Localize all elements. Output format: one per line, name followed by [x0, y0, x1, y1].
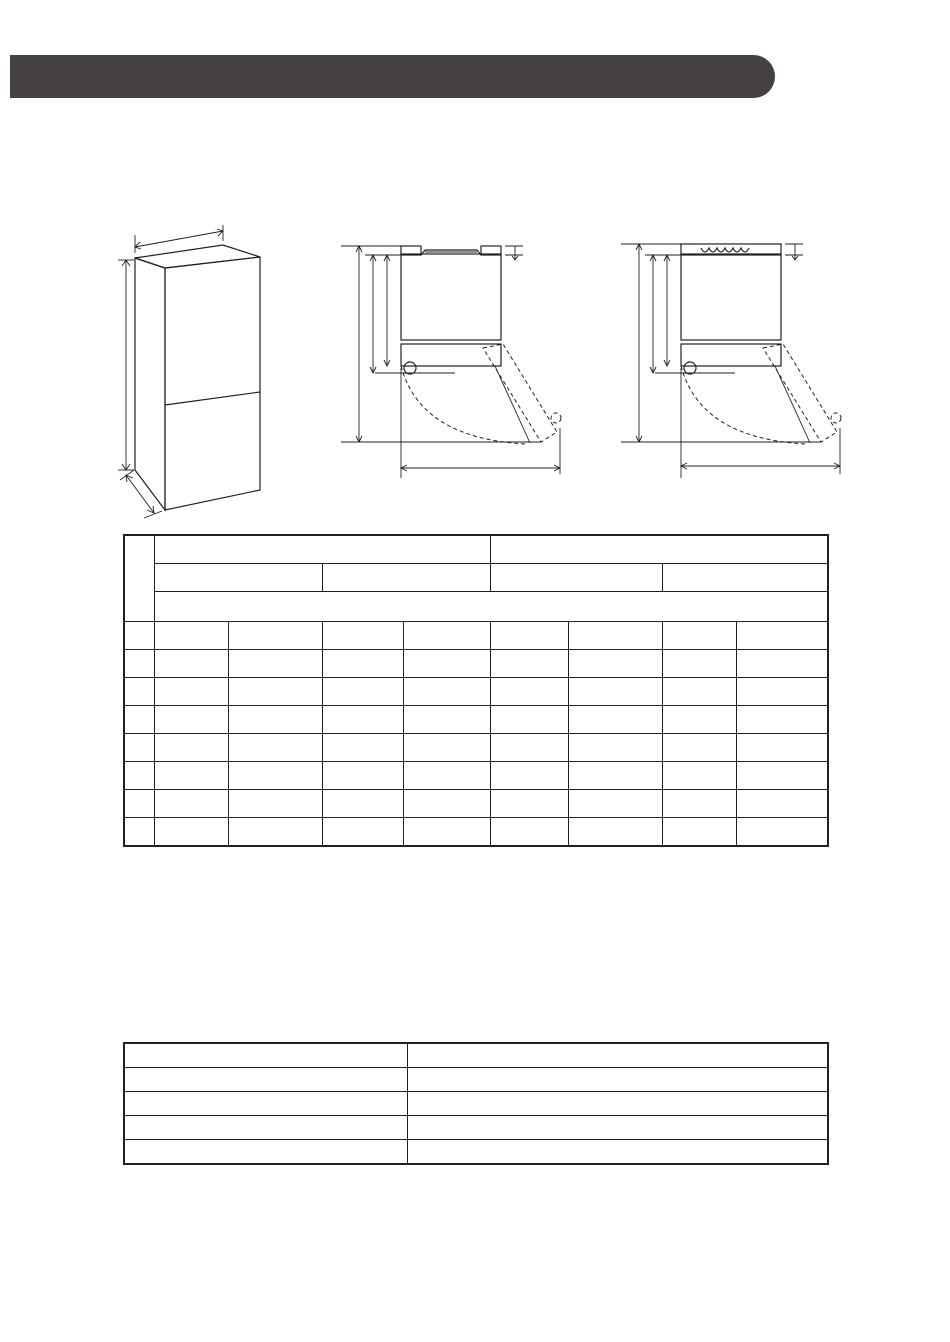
table-cell: [568, 650, 662, 678]
table-cell: [490, 734, 568, 762]
door-opening-diagram-a: [335, 238, 570, 478]
table-row: [124, 734, 828, 762]
table-cell: [662, 622, 736, 650]
table-cell: [154, 706, 228, 734]
door-opening-diagram-b: [615, 238, 850, 478]
table-cell: [736, 818, 828, 847]
table-cell: [736, 622, 828, 650]
table-row: [124, 1043, 828, 1068]
fridge-perspective-diagram: [110, 225, 270, 520]
table-row: [124, 1092, 828, 1116]
spec-value: [408, 1140, 829, 1165]
table-row: [124, 790, 828, 818]
table-cell: [662, 706, 736, 734]
spec-label: [124, 1116, 408, 1140]
sub-header: [154, 564, 322, 592]
table-row: [124, 1140, 828, 1165]
table-cell: [228, 734, 322, 762]
table-cell: [154, 818, 228, 847]
table-cell: [662, 790, 736, 818]
table-row: [124, 706, 828, 734]
table-cell: [568, 790, 662, 818]
spec-label: [124, 1140, 408, 1165]
table-cell: [568, 706, 662, 734]
table-cell: [322, 678, 403, 706]
sub-header: [322, 564, 490, 592]
table-cell: [568, 762, 662, 790]
table-corner-cell: [124, 535, 154, 622]
table-row: [124, 650, 828, 678]
spec-label: [124, 1092, 408, 1116]
table-cell: [490, 622, 568, 650]
table-cell: [403, 678, 490, 706]
table-cell: [322, 762, 403, 790]
table-cell: [662, 678, 736, 706]
table-cell: [490, 762, 568, 790]
table-cell: [568, 622, 662, 650]
table-cell: [403, 790, 490, 818]
table-row: [124, 1068, 828, 1092]
table-cell: [228, 678, 322, 706]
group-header: [154, 535, 490, 564]
table-cell: [568, 678, 662, 706]
spec-label: [124, 1068, 408, 1092]
unit-row: [154, 592, 828, 622]
spec-value: [408, 1116, 829, 1140]
row-label: [124, 622, 154, 650]
table-cell: [736, 790, 828, 818]
table-cell: [228, 790, 322, 818]
table-cell: [322, 650, 403, 678]
table-cell: [662, 762, 736, 790]
table-cell: [490, 790, 568, 818]
table-cell: [322, 622, 403, 650]
table-cell: [322, 790, 403, 818]
table-cell: [736, 678, 828, 706]
table-cell: [403, 706, 490, 734]
table-cell: [228, 622, 322, 650]
table-cell: [490, 706, 568, 734]
table-row: [124, 818, 828, 847]
table-row: [124, 678, 828, 706]
table-cell: [154, 790, 228, 818]
row-label: [124, 650, 154, 678]
table-cell: [403, 762, 490, 790]
table-cell: [662, 650, 736, 678]
table-cell: [490, 678, 568, 706]
table-row: [124, 1116, 828, 1140]
table-cell: [403, 650, 490, 678]
table-cell: [736, 650, 828, 678]
section-header-bar: [10, 55, 775, 98]
table-cell: [154, 622, 228, 650]
table-cell: [568, 818, 662, 847]
table-cell: [403, 818, 490, 847]
table-cell: [322, 734, 403, 762]
table-cell: [154, 678, 228, 706]
spec-label: [124, 1043, 408, 1068]
row-label: [124, 762, 154, 790]
table-cell: [403, 734, 490, 762]
table-cell: [662, 818, 736, 847]
row-label: [124, 818, 154, 847]
table-cell: [154, 650, 228, 678]
table-cell: [736, 762, 828, 790]
spec-value: [408, 1092, 829, 1116]
table-cell: [490, 650, 568, 678]
table-row: [124, 622, 828, 650]
table-cell: [228, 762, 322, 790]
row-label: [124, 678, 154, 706]
table-cell: [736, 706, 828, 734]
table-cell: [736, 734, 828, 762]
sub-header: [490, 564, 662, 592]
row-label: [124, 706, 154, 734]
table-cell: [322, 706, 403, 734]
dimension-table: [123, 534, 829, 847]
table-cell: [228, 818, 322, 847]
row-label: [124, 734, 154, 762]
table-cell: [403, 622, 490, 650]
table-cell: [154, 762, 228, 790]
spec-table: [123, 1042, 829, 1165]
table-cell: [228, 706, 322, 734]
sub-header: [662, 564, 828, 592]
row-label: [124, 790, 154, 818]
table-cell: [322, 818, 403, 847]
spec-value: [408, 1043, 829, 1068]
table-cell: [662, 734, 736, 762]
table-cell: [490, 818, 568, 847]
spec-value: [408, 1068, 829, 1092]
table-row: [124, 762, 828, 790]
table-cell: [228, 650, 322, 678]
group-header: [490, 535, 828, 564]
table-cell: [568, 734, 662, 762]
table-cell: [154, 734, 228, 762]
